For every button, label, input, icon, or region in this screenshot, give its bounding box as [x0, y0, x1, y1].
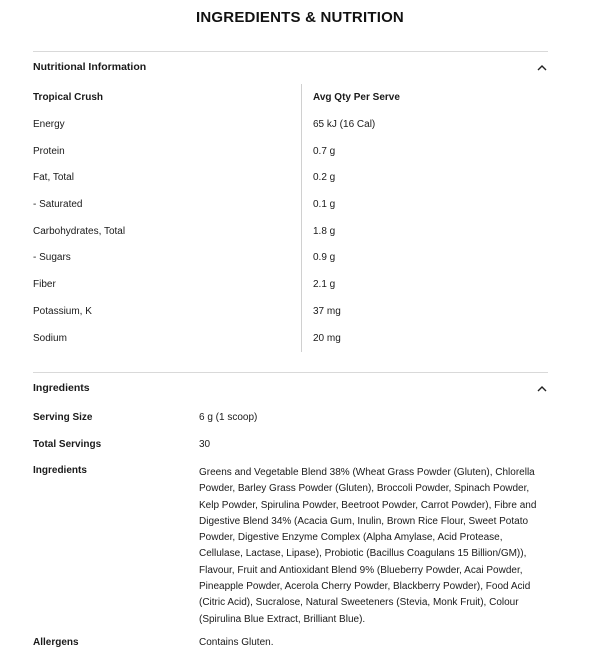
avg-qty-header: Avg Qty Per Serve	[313, 92, 400, 103]
ingredients-section-header[interactable]	[33, 373, 548, 405]
total-servings-label: Total Servings	[33, 439, 102, 450]
ingredients-list-label: Ingredients	[33, 465, 87, 476]
nutrition-table	[33, 84, 548, 372]
allergens-label: Allergens	[33, 637, 79, 648]
nutrient-name: Fat, Total	[33, 172, 74, 183]
nutrient-name: - Saturated	[33, 199, 83, 210]
serving-size-value: 6 g (1 scoop)	[199, 412, 258, 423]
allergens-value: Contains Gluten.	[199, 637, 274, 648]
nutrient-name: Energy	[33, 119, 65, 130]
total-servings-value: 30	[199, 439, 211, 450]
nutrient-value: 1.8 g	[313, 226, 336, 237]
product-name-header: Tropical Crush	[33, 92, 104, 103]
nutrient-name: Carbohydrates, Total	[33, 226, 126, 237]
nutrition-section-title: Nutritional Information	[33, 61, 147, 73]
chevron-up-icon[interactable]	[537, 385, 547, 392]
ingredients-list-value: Greens and Vegetable Blend 38% (Wheat Grass Powder (Gluten), Chlorella Powder, Barley Grass Powder (Gluten), Broccoli Powder, Spinach Powder, Kelp Powder, Spirulina Powder, Beetroot Powder, Carrot Powder), Fibre and Digestive Blend 34% (Acacia Gum, Inulin, Brown Rice Flour, Sweet Potato Powder, Digestive Enzyme Complex (Alpha Amylase, Acid Protease, Cellulase, Lactase, Lipase), Probiotic (Bacillus Coagulans 15 Billion/GM)), Flavour, Fruit and Antioxidant Blend 9% (Blueberry Powder, Acai Powder, Pineapple Powder, Acerola Cherry Powder, Blackberry Powder), Food Acid (Citric Acid), Sucralose, Natural Sweeteners (Stevia, Monk Fruit), Colour (Spirulina Blue Extract, Brilliant Blue).	[199, 467, 537, 625]
nutrient-value: 0.7 g	[313, 146, 336, 157]
nutrition-row-saturated	[33, 199, 548, 213]
nutrition-row-sodium	[33, 333, 548, 347]
nutrition-row-carbohydrates	[33, 226, 548, 240]
serving-size-label: Serving Size	[33, 412, 93, 423]
nutrient-value: 0.2 g	[313, 172, 336, 183]
nutrition-table-header	[33, 92, 548, 106]
nutrition-row-energy	[33, 119, 548, 133]
page-title: INGREDIENTS & NUTRITION	[196, 9, 404, 26]
nutrition-row-fat-total	[33, 172, 548, 186]
nutrient-name: Protein	[33, 146, 65, 157]
nutrient-value: 37 mg	[313, 306, 341, 317]
nutrient-value: 2.1 g	[313, 279, 336, 290]
chevron-up-icon[interactable]	[537, 64, 547, 71]
nutrient-value: 65 kJ (16 Cal)	[313, 119, 376, 130]
ingredients-section	[33, 372, 548, 648]
nutrient-name: Sodium	[33, 333, 67, 344]
nutrition-row-fiber	[33, 279, 548, 293]
nutrition-row-sugars	[33, 252, 548, 266]
nutrition-row-potassium	[33, 306, 548, 320]
nutrient-name: Potassium, K	[33, 306, 92, 317]
ingredients-section-title: Ingredients	[33, 382, 90, 394]
nutrition-section-header[interactable]	[33, 52, 548, 84]
nutrient-value: 0.1 g	[313, 199, 336, 210]
nutrition-row-protein	[33, 146, 548, 160]
nutrition-section	[33, 51, 548, 344]
nutrient-value: 0.9 g	[313, 252, 336, 263]
nutrient-name: Fiber	[33, 279, 56, 290]
nutrient-name: - Sugars	[33, 252, 71, 263]
nutrient-value: 20 mg	[313, 333, 341, 344]
